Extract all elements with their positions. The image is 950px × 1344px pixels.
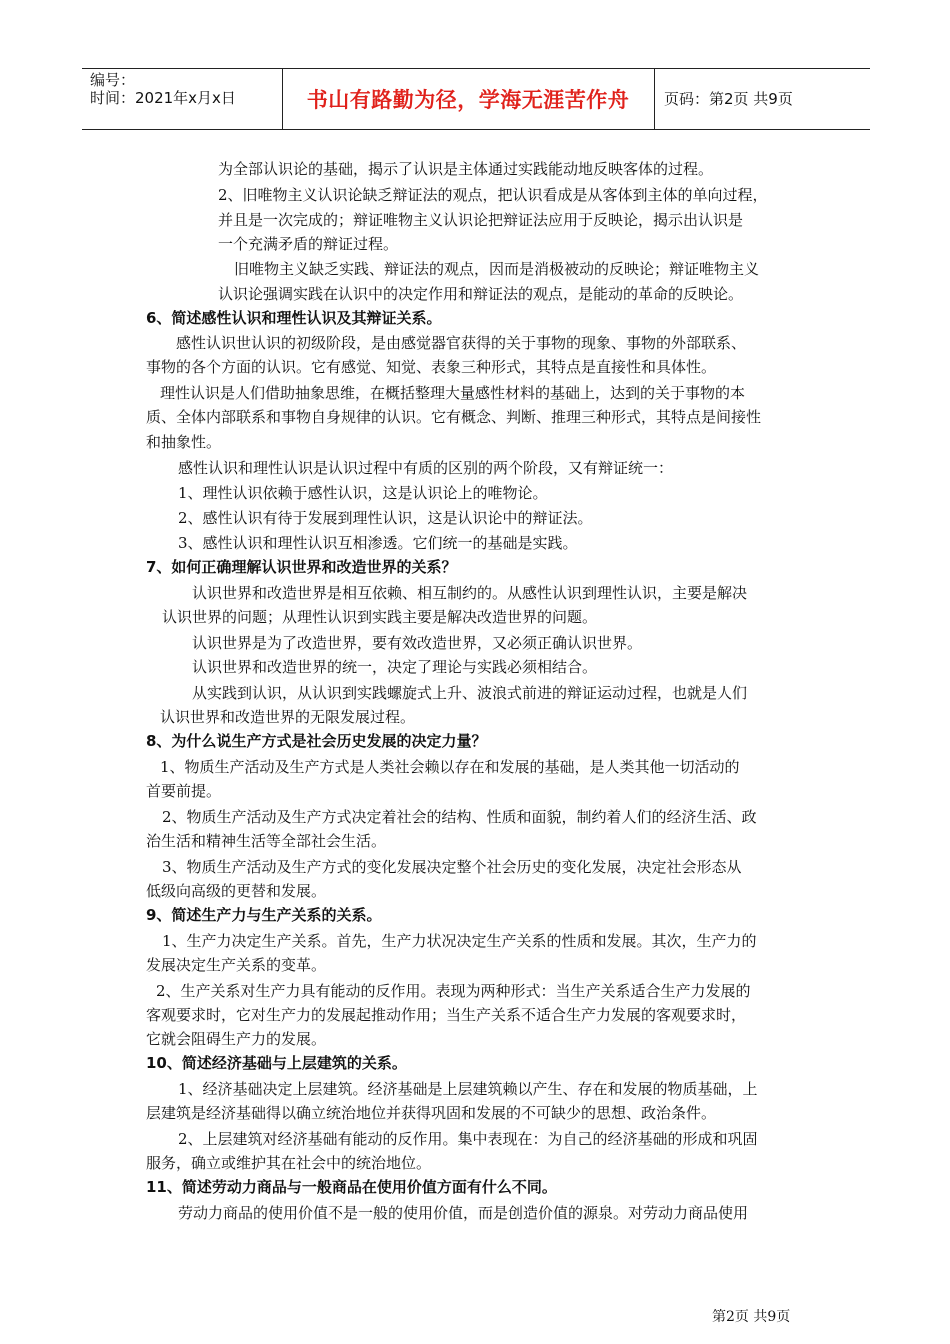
section-heading: 9、简述生产力与生产关系的关系。 xyxy=(146,906,382,924)
body-line: 质、全体内部联系和事物自身规律的认识。它有概念、判断、推理三种形式，其特点是间接性 xyxy=(146,408,762,426)
body-line: 治生活和精神生活等全部社会生活。 xyxy=(146,832,387,850)
body-line: 认识世界和改造世界的无限发展过程。 xyxy=(160,708,416,726)
body-line: 2、生产关系对生产力具有能动的反作用。表现为两种形式：当生产关系适合生产力发展的 xyxy=(156,982,751,1000)
body-line: 一个充满矛盾的辩证过程。 xyxy=(218,235,399,253)
body-line: 感性认识世认识的初级阶段，是由感觉器官获得的关于事物的现象、事物的外部联系、 xyxy=(176,334,747,352)
body-line: 感性认识和理性认识是认识过程中有质的区别的两个阶段，又有辩证统一： xyxy=(178,459,674,477)
body-line: 和抽象性。 xyxy=(146,433,222,451)
body-line: 认识世界是为了改造世界，要有效改造世界，又必须正确认识世界。 xyxy=(192,634,643,652)
body-line: 认识世界的问题；从理性认识到实践主要是解决改造世界的问题。 xyxy=(162,608,598,626)
body-line: 为全部认识论的基础，揭示了认识是主体通过实践能动地反映客体的过程。 xyxy=(218,160,714,178)
body-line: 并且是一次完成的；辩证唯物主义认识论把辩证法应用于反映论，揭示出认识是 xyxy=(218,211,744,229)
body-line: 3、感性认识和理性认识互相渗透。它们统一的基础是实践。 xyxy=(178,534,578,552)
body-line: 认识世界和改造世界的统一，决定了理论与实践必须相结合。 xyxy=(192,658,598,676)
header-page-label: 页码：第2页 共9页 xyxy=(664,90,793,108)
body-line: 低级向高级的更替和发展。 xyxy=(146,882,327,900)
body-line: 服务，确立或维护其在社会中的统治地位。 xyxy=(146,1154,432,1172)
header-number-label: 编号： xyxy=(90,71,136,89)
body-line: 客观要求时，它对生产力的发展起推动作用；当生产关系不适合生产力发展的客观要求时， xyxy=(146,1006,747,1024)
body-line: 1、生产力决定生产关系。首先，生产力状况决定生产关系的性质和发展。其次，生产力的 xyxy=(162,932,757,950)
body-line: 1、物质生产活动及生产方式是人类社会赖以存在和发展的基础，是人类其他一切活动的 xyxy=(160,758,740,776)
body-line: 理性认识是人们借助抽象思维，在概括整理大量感性材料的基础上，达到的关于事物的本 xyxy=(160,384,746,402)
body-line: 2、旧唯物主义认识论缺乏辩证法的观点，把认识看成是从客体到主体的单向过程， xyxy=(218,186,768,204)
body-line: 从实践到认识，从认识到实践螺旋式上升、波浪式前进的辩证运动过程，也就是人们 xyxy=(192,684,748,702)
section-heading: 8、为什么说生产方式是社会历史发展的决定力量？ xyxy=(146,732,487,750)
section-heading: 11、简述劳动力商品与一般商品在使用价值方面有什么不同。 xyxy=(146,1178,557,1196)
body-line: 旧唯物主义缺乏实践、辩证法的观点，因而是消极被动的反映论；辩证唯物主义 xyxy=(234,260,760,278)
body-line: 事物的各个方面的认识。它有感觉、知觉、表象三种形式，其特点是直接性和具体性。 xyxy=(146,358,717,376)
body-line: 层建筑是经济基础得以确立统治地位并获得巩固和发展的不可缺少的思想、政治条件。 xyxy=(146,1104,717,1122)
page-header xyxy=(82,68,870,130)
body-line: 2、感性认识有待于发展到理性认识，这是认识论中的辩证法。 xyxy=(178,509,593,527)
body-line: 首要前提。 xyxy=(146,782,222,800)
section-heading: 7、如何正确理解认识世界和改造世界的关系？ xyxy=(146,558,457,576)
section-heading: 6、简述感性认识和理性认识及其辩证关系。 xyxy=(146,309,442,327)
body-line: 1、经济基础决定上层建筑。经济基础是上层建筑赖以产生、存在和发展的物质基础，上 xyxy=(178,1080,758,1098)
body-line: 劳动力商品的使用价值不是一般的使用价值，而是创造价值的源泉。对劳动力商品使用 xyxy=(178,1204,749,1222)
header-divider xyxy=(654,68,655,130)
body-line: 发展决定生产关系的变革。 xyxy=(146,956,327,974)
header-date-label: 时间：2021年x月x日 xyxy=(90,89,236,107)
body-line: 2、上层建筑对经济基础有能动的反作用。集中表现在：为自己的经济基础的形成和巩固 xyxy=(178,1130,758,1148)
header-motto: 书山有路勤为径，学海无涯苦作舟 xyxy=(306,88,630,112)
body-line: 2、物质生产活动及生产方式决定着社会的结构、性质和面貌，制约着人们的经济生活、政 xyxy=(162,808,757,826)
body-line: 它就会阻碍生产力的发展。 xyxy=(146,1030,327,1048)
page-footer: 第2页 共9页 xyxy=(712,1309,791,1325)
body-line: 1、理性认识依赖于感性认识，这是认识论上的唯物论。 xyxy=(178,484,548,502)
section-heading: 10、简述经济基础与上层建筑的关系。 xyxy=(146,1054,407,1072)
body-line: 认识论强调实践在认识中的决定作用和辩证法的观点，是能动的革命的反映论。 xyxy=(218,285,744,303)
body-line: 认识世界和改造世界是相互依赖、相互制约的。从感性认识到理性认识，主要是解决 xyxy=(192,584,748,602)
body-line: 3、物质生产活动及生产方式的变化发展决定整个社会历史的变化发展，决定社会形态从 xyxy=(162,858,742,876)
